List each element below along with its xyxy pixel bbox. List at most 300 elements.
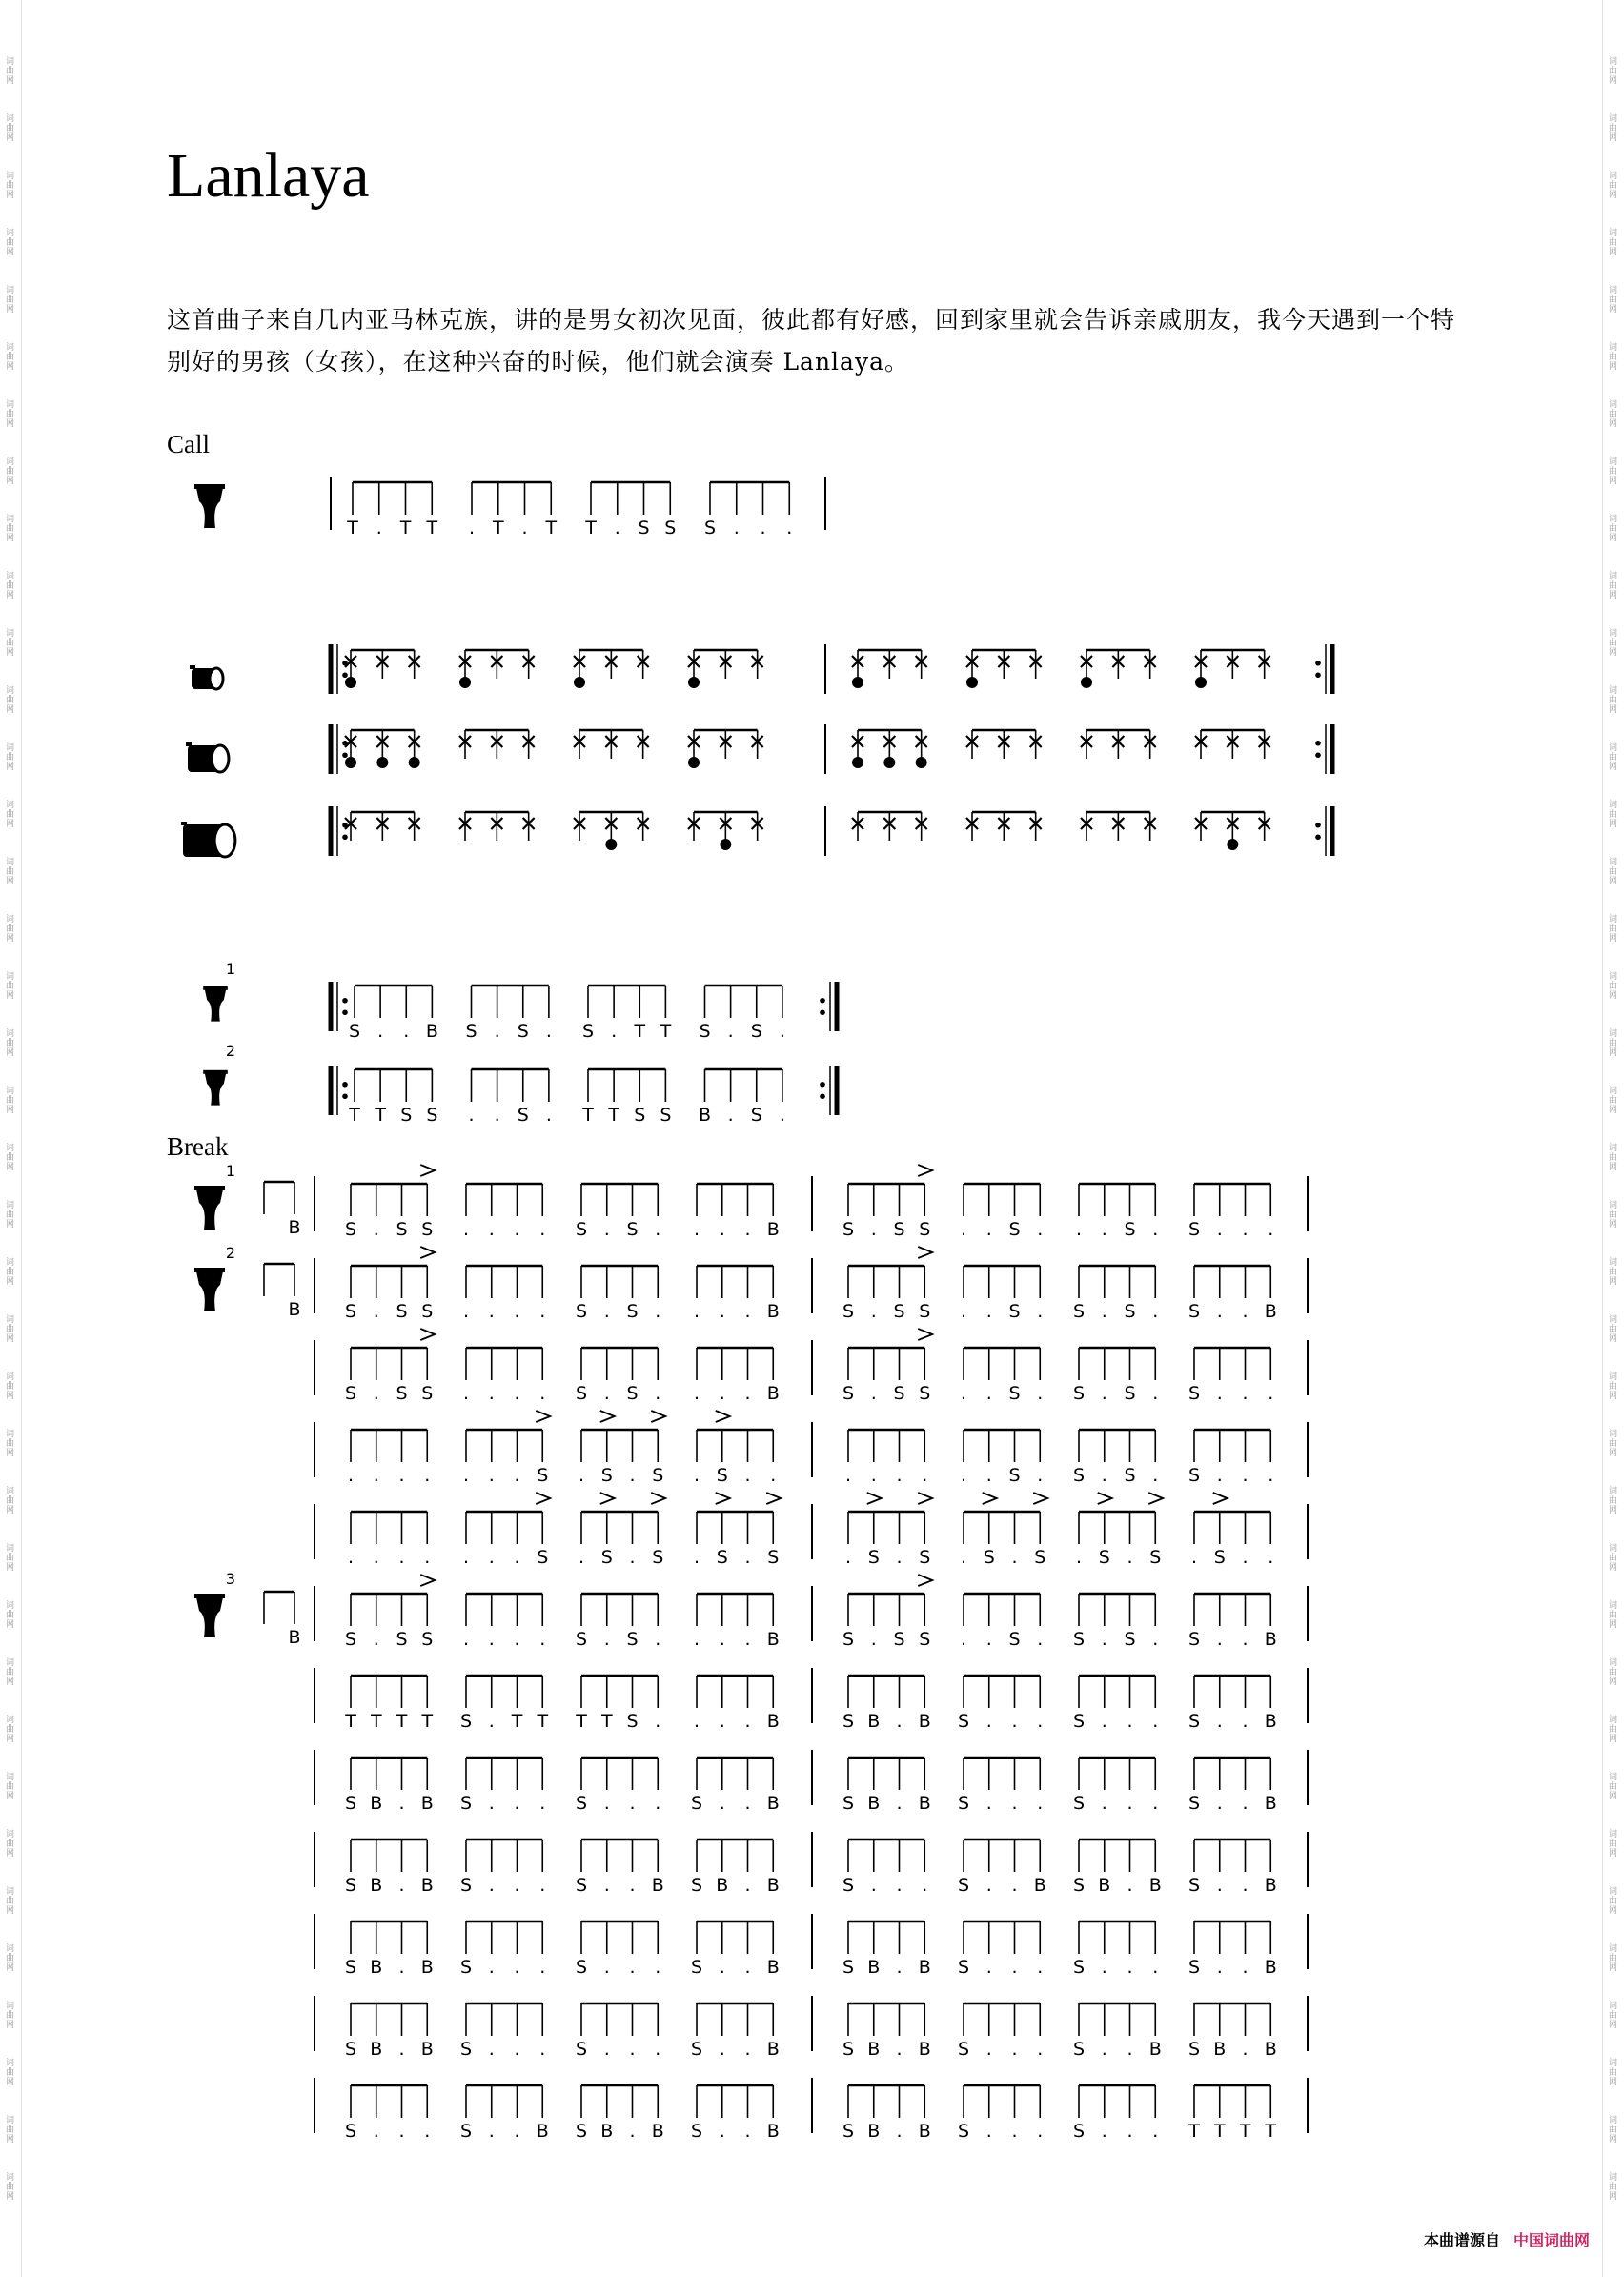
stroke-symbol: S	[1072, 1711, 1086, 1732]
stroke-symbol: .	[398, 1547, 405, 1568]
stroke-symbol: .	[844, 1547, 852, 1568]
stroke-symbol: T	[634, 1021, 646, 1042]
accent-mark	[1148, 1493, 1163, 1504]
drum-stroke	[574, 677, 585, 688]
stroke-symbol: S	[626, 1629, 639, 1650]
watermark-text: 词 曲 网	[6, 1430, 15, 1458]
stroke-symbol: T	[375, 1105, 386, 1126]
watermark-text: 词 曲 网	[6, 972, 15, 1001]
stroke-symbol: .	[398, 1957, 405, 1978]
stroke-symbol: .	[719, 1793, 725, 1814]
djembe-icon	[196, 488, 223, 528]
stroke-symbol: S	[1188, 1711, 1201, 1732]
accent-mark	[918, 1165, 932, 1176]
watermark-text: 词 曲 网	[1609, 1315, 1618, 1344]
stroke-symbol: S	[957, 1875, 970, 1896]
stroke-symbol: .	[347, 1465, 355, 1486]
stroke-symbol: .	[1216, 1711, 1223, 1732]
accent-mark	[918, 1575, 932, 1586]
stroke-symbol: S	[344, 1219, 357, 1240]
stroke-symbol: .	[719, 1629, 725, 1650]
stroke-symbol: .	[514, 2121, 520, 2142]
break-section-label: Break	[167, 1132, 229, 1161]
stroke-symbol: .	[514, 1383, 520, 1404]
stroke-symbol: .	[719, 1383, 725, 1404]
stroke-symbol: .	[603, 1875, 610, 1896]
stroke-symbol: B	[370, 1957, 383, 1978]
part-number: 1	[225, 960, 236, 978]
stroke-symbol: B	[918, 2121, 931, 2142]
stroke-symbol: S	[459, 1793, 473, 1814]
stroke-symbol: T	[345, 1711, 356, 1732]
stroke-symbol: .	[377, 1021, 384, 1042]
stroke-symbol: S	[421, 1383, 434, 1404]
djembe-icon-rim	[194, 1268, 225, 1272]
drum-stroke	[345, 677, 356, 688]
watermark-text: 词 曲 网	[1609, 1887, 1618, 1916]
watermark-text: 词 曲 网	[1609, 1372, 1618, 1401]
stroke-symbol: S	[690, 1957, 703, 1978]
stroke-symbol: .	[655, 1301, 661, 1322]
stroke-symbol: S	[626, 1219, 639, 1240]
stroke-symbol: .	[629, 1957, 636, 1978]
stroke-symbol: S	[634, 1105, 646, 1126]
stroke-symbol: T	[426, 518, 438, 539]
djembe-icon-rim	[194, 1594, 225, 1598]
watermark-text: 词 曲 网	[6, 400, 15, 429]
stroke-symbol: .	[870, 1629, 877, 1650]
stroke-symbol: .	[398, 1793, 405, 1814]
stroke-symbol: B	[420, 1875, 434, 1896]
stroke-symbol: .	[629, 1793, 636, 1814]
watermark-text: 词 曲 网	[1609, 515, 1618, 543]
repeat-dot	[1315, 823, 1321, 828]
stroke-symbol: S	[919, 1383, 931, 1404]
stroke-symbol: .	[1268, 1219, 1274, 1240]
stroke-symbol: S	[344, 1957, 357, 1978]
drum-stroke	[605, 839, 617, 850]
stroke-symbol: S	[1149, 1547, 1162, 1568]
stroke-symbol: .	[488, 1219, 495, 1240]
stroke-symbol: S	[699, 1021, 711, 1042]
stroke-symbol: S	[1072, 2121, 1086, 2142]
stroke-symbol: .	[693, 1547, 700, 1568]
stroke-symbol: B	[1264, 2039, 1277, 2060]
stroke-symbol: .	[603, 1383, 610, 1404]
stroke-symbol: .	[1037, 1383, 1044, 1404]
stroke-symbol: S	[1188, 2039, 1201, 2060]
stroke-symbol: S	[842, 1793, 855, 1814]
stroke-symbol: .	[1127, 1957, 1133, 1978]
drum-stroke	[1227, 839, 1238, 850]
stroke-symbol: .	[578, 1465, 585, 1486]
watermark-text: 词 曲 网	[1609, 915, 1618, 944]
stroke-symbol: S	[600, 1465, 613, 1486]
stroke-symbol: .	[655, 1219, 661, 1240]
stroke-symbol: B	[766, 1629, 780, 1650]
stroke-symbol: .	[960, 1383, 967, 1404]
accent-mark	[600, 1411, 615, 1422]
accent-mark	[600, 1493, 615, 1504]
stroke-symbol: B	[716, 1875, 729, 1896]
stroke-symbol: B	[288, 1627, 301, 1648]
stroke-symbol: .	[488, 2039, 495, 2060]
stroke-symbol: .	[1011, 1957, 1018, 1978]
stroke-symbol: S	[767, 1547, 780, 1568]
stroke-symbol: .	[960, 1547, 967, 1568]
footer-site-link[interactable]: 中国词曲网	[1512, 2231, 1590, 2249]
part-number: 2	[225, 1244, 236, 1262]
stroke-symbol: .	[844, 1465, 852, 1486]
stroke-symbol: .	[1242, 1875, 1248, 1896]
stroke-symbol: .	[960, 1465, 967, 1486]
stroke-symbol: T	[347, 518, 358, 539]
watermark-text: 词 曲 网	[1609, 2116, 1618, 2145]
stroke-symbol: .	[744, 1711, 751, 1732]
stroke-symbol: S	[919, 1219, 931, 1240]
stroke-symbol: .	[488, 1629, 495, 1650]
stroke-symbol: .	[398, 1875, 405, 1896]
stroke-symbol: .	[488, 1547, 495, 1568]
stroke-symbol: B	[766, 1711, 780, 1732]
stroke-symbol: S	[1072, 2039, 1086, 2060]
stroke-symbol: .	[1242, 1219, 1248, 1240]
stroke-symbol: S	[537, 1465, 549, 1486]
stroke-symbol: B	[1148, 2039, 1162, 2060]
watermark-text: 词 曲 网	[1609, 572, 1618, 600]
stroke-symbol: .	[1011, 2039, 1018, 2060]
stroke-symbol: S	[1008, 1629, 1021, 1650]
stroke-symbol: B	[766, 1875, 780, 1896]
stroke-symbol: .	[960, 1219, 967, 1240]
dundunba-icon-head	[214, 824, 235, 857]
stroke-symbol: S	[426, 1105, 438, 1126]
djembe-icon-rim	[194, 484, 225, 489]
watermark-text: 词 曲 网	[6, 2002, 15, 2030]
stroke-symbol: S	[575, 1875, 588, 1896]
stroke-symbol: .	[1242, 1301, 1248, 1322]
stroke-symbol: .	[896, 1957, 903, 1978]
stroke-symbol: S	[344, 1875, 357, 1896]
stroke-symbol: .	[1242, 2039, 1248, 2060]
stroke-symbol: S	[983, 1547, 995, 1568]
stroke-symbol: .	[1152, 1219, 1159, 1240]
drum-stroke	[916, 757, 927, 768]
stroke-symbol: S	[1124, 1383, 1136, 1404]
stroke-symbol: .	[1216, 1629, 1223, 1650]
stroke-symbol: S	[1008, 1219, 1021, 1240]
stroke-symbol: .	[514, 1875, 520, 1896]
stroke-symbol: .	[488, 1711, 495, 1732]
stroke-symbol: .	[1242, 1465, 1248, 1486]
stroke-symbol: B	[918, 1711, 931, 1732]
stroke-symbol: S	[1124, 1629, 1136, 1650]
watermark-text: 词 曲 网	[6, 1258, 15, 1287]
stroke-symbol: .	[896, 1465, 903, 1486]
watermark-text: 词 曲 网	[6, 572, 15, 600]
repeat-dot	[820, 1082, 825, 1088]
stroke-symbol: .	[1101, 1793, 1107, 1814]
repeat-dot	[342, 834, 348, 840]
repeat-dot	[342, 1009, 348, 1015]
source-footer	[1424, 2228, 1590, 2250]
stroke-symbol: .	[733, 518, 740, 539]
watermark-text: 词 曲 网	[6, 915, 15, 944]
stroke-symbol: .	[985, 1465, 992, 1486]
stroke-symbol: B	[766, 1957, 780, 1978]
djembe-icon-rim	[194, 1186, 225, 1190]
stroke-symbol: .	[1242, 1547, 1248, 1568]
stroke-symbol: .	[1268, 1383, 1274, 1404]
repeat-dot	[1315, 834, 1321, 840]
stroke-symbol: .	[1037, 1957, 1044, 1978]
stroke-symbol: B	[867, 2039, 881, 2060]
watermark-text: 词 曲 网	[1609, 1430, 1618, 1458]
stroke-symbol: .	[985, 1793, 992, 1814]
stroke-symbol: .	[1152, 1301, 1159, 1322]
repeat-dot	[1315, 752, 1321, 758]
stroke-symbol: .	[1127, 1875, 1133, 1896]
watermark-text: 词 曲 网	[1609, 1029, 1618, 1058]
stroke-symbol: .	[603, 2039, 610, 2060]
stroke-symbol: .	[985, 1629, 992, 1650]
stroke-symbol: S	[400, 1105, 413, 1126]
stroke-symbol: .	[611, 1021, 618, 1042]
stroke-symbol: B	[1148, 1875, 1162, 1896]
watermark-text: 词 曲 网	[1609, 1544, 1618, 1573]
stroke-symbol: .	[514, 1465, 520, 1486]
stroke-symbol: .	[1075, 1219, 1083, 1240]
stroke-symbol: B	[1264, 1629, 1277, 1650]
part-number: 2	[225, 1042, 236, 1060]
stroke-symbol: B	[370, 1793, 383, 1814]
watermark-text: 词 曲 网	[6, 1029, 15, 1058]
stroke-symbol: .	[468, 1105, 475, 1126]
stroke-symbol: S	[396, 1383, 408, 1404]
watermark-text: 词 曲 网	[6, 1887, 15, 1916]
stroke-symbol: .	[462, 1301, 470, 1322]
stroke-symbol: .	[1101, 1629, 1107, 1650]
stroke-symbol: B	[1098, 1875, 1111, 1896]
drum-stroke	[852, 677, 863, 688]
stroke-symbol: .	[373, 1383, 379, 1404]
stroke-symbol: T	[511, 1711, 523, 1732]
stroke-symbol: .	[545, 1105, 552, 1126]
stroke-symbol: S	[690, 2039, 703, 2060]
stroke-symbol: .	[539, 1957, 546, 1978]
stroke-symbol: B	[867, 1711, 881, 1732]
watermark-text: 词 曲 网	[6, 1544, 15, 1573]
stroke-symbol: .	[462, 1547, 470, 1568]
stroke-symbol: .	[985, 1301, 992, 1322]
stroke-symbol: S	[1124, 1219, 1136, 1240]
stroke-symbol: .	[744, 1383, 751, 1404]
watermark-text: 词 曲 网	[1609, 400, 1618, 429]
stroke-symbol: .	[514, 2039, 520, 2060]
sangban-icon-stick	[186, 742, 192, 746]
stroke-symbol: S	[1188, 1383, 1201, 1404]
stroke-symbol: .	[488, 1383, 495, 1404]
stroke-symbol: S	[459, 1711, 473, 1732]
stroke-symbol: S	[575, 1629, 588, 1650]
stroke-symbol: B	[651, 2121, 664, 2142]
stroke-symbol: .	[1127, 2121, 1133, 2142]
djembe-icon-rim	[203, 986, 228, 990]
watermark-text: 词 曲 网	[6, 57, 15, 86]
stroke-symbol: .	[1152, 2121, 1159, 2142]
stroke-symbol: S	[459, 1875, 473, 1896]
stroke-symbol: B	[600, 2121, 614, 2142]
stroke-symbol: S	[575, 1793, 588, 1814]
stroke-symbol: .	[1011, 1547, 1018, 1568]
stroke-symbol: .	[603, 1957, 610, 1978]
stroke-symbol: .	[1037, 1793, 1044, 1814]
stroke-symbol: T	[537, 1711, 549, 1732]
stroke-symbol: .	[629, 2121, 636, 2142]
stroke-symbol: T	[370, 1711, 382, 1732]
stroke-symbol: .	[1011, 1793, 1018, 1814]
repeat-dot	[342, 752, 348, 758]
stroke-symbol: .	[376, 518, 382, 539]
djembe-icon	[196, 1597, 223, 1637]
stroke-symbol: .	[462, 1219, 470, 1240]
stroke-symbol: .	[1242, 1629, 1248, 1650]
stroke-symbol: .	[744, 1793, 751, 1814]
stroke-symbol: S	[1188, 1875, 1201, 1896]
stroke-symbol: S	[1008, 1383, 1021, 1404]
stroke-symbol: S	[396, 1629, 408, 1650]
stroke-symbol: .	[760, 518, 766, 539]
stroke-symbol: .	[1216, 1465, 1223, 1486]
stroke-symbol: S	[1124, 1465, 1136, 1486]
watermark-text: 词 曲 网	[6, 343, 15, 372]
stroke-symbol: S	[1213, 1547, 1226, 1568]
stroke-symbol: B	[370, 1875, 383, 1896]
stroke-symbol: .	[398, 1465, 405, 1486]
stroke-symbol: S	[842, 1383, 855, 1404]
stroke-symbol: S	[893, 1383, 905, 1404]
stroke-symbol: S	[1008, 1465, 1021, 1486]
watermark-text: 词 曲 网	[6, 2116, 15, 2145]
stroke-symbol: .	[1037, 1629, 1044, 1650]
stroke-symbol: .	[424, 1547, 431, 1568]
stroke-symbol: .	[629, 2039, 636, 2060]
stroke-symbol: .	[578, 1547, 585, 1568]
stroke-symbol: .	[693, 1711, 700, 1732]
stroke-symbol: .	[786, 518, 793, 539]
accent-mark	[918, 1247, 932, 1258]
stroke-symbol: .	[1216, 1219, 1223, 1240]
stroke-symbol: B	[766, 1383, 780, 1404]
watermark-text: 词 曲 网	[6, 1944, 15, 1973]
stroke-symbol: T	[349, 1105, 360, 1126]
stroke-symbol: S	[1188, 1301, 1201, 1322]
stroke-symbol: .	[693, 1629, 700, 1650]
part-number: 3	[225, 1570, 236, 1588]
stroke-symbol: .	[1037, 1219, 1044, 1240]
stroke-symbol: B	[370, 2039, 383, 2060]
stroke-symbol: .	[960, 1629, 967, 1650]
stroke-symbol: S	[1124, 1301, 1136, 1322]
stroke-symbol: S	[750, 1105, 762, 1126]
stroke-symbol: S	[1188, 1793, 1201, 1814]
stroke-symbol: .	[1127, 1711, 1133, 1732]
stroke-symbol: S	[842, 1957, 855, 1978]
stroke-symbol: .	[539, 1629, 546, 1650]
stroke-symbol: .	[603, 1629, 610, 1650]
stroke-symbol: .	[693, 1465, 700, 1486]
accent-mark	[651, 1493, 665, 1504]
stroke-symbol: S	[1008, 1301, 1021, 1322]
stroke-symbol: .	[488, 1793, 495, 1814]
stroke-symbol: S	[1188, 1957, 1201, 1978]
stroke-symbol: S	[690, 1875, 703, 1896]
stroke-symbol: S	[575, 1301, 588, 1322]
stroke-symbol: S	[690, 1793, 703, 1814]
stroke-symbol: .	[514, 1793, 520, 1814]
stroke-symbol: T	[582, 1105, 594, 1126]
repeat-dot	[1315, 672, 1321, 678]
djembe-icon	[205, 1073, 226, 1106]
stroke-symbol: S	[867, 1547, 880, 1568]
accent-mark	[1213, 1493, 1228, 1504]
accent-mark	[867, 1493, 882, 1504]
accent-mark	[420, 1329, 435, 1340]
repeat-dot	[1315, 661, 1321, 666]
watermark-text: 词 曲 网	[6, 515, 15, 543]
stroke-symbol: S	[716, 1547, 728, 1568]
watermark-text: 词 曲 网	[6, 743, 15, 772]
stroke-symbol: S	[517, 1021, 529, 1042]
watermark-text: 词 曲 网	[1609, 286, 1618, 315]
watermark-text: 词 曲 网	[1609, 2059, 1618, 2087]
stroke-symbol: .	[424, 1465, 431, 1486]
watermark-text: 词 曲 网	[6, 2173, 15, 2202]
stroke-symbol: .	[896, 2121, 903, 2142]
stroke-symbol: B	[1264, 1711, 1277, 1732]
stroke-symbol: .	[1242, 1711, 1248, 1732]
repeat-dot	[342, 1093, 348, 1099]
watermark-text: 词 曲 网	[6, 1201, 15, 1230]
stroke-symbol: .	[398, 2121, 405, 2142]
stroke-symbol: B	[766, 2121, 780, 2142]
repeat-dot	[820, 1093, 825, 1099]
stroke-symbol: .	[488, 1465, 495, 1486]
drum-stroke	[688, 677, 700, 688]
stroke-symbol: S	[1072, 1629, 1086, 1650]
stroke-symbol: T	[576, 1711, 587, 1732]
stroke-symbol: .	[488, 2121, 495, 2142]
stroke-symbol: T	[1213, 2121, 1226, 2142]
stroke-symbol: .	[1101, 2039, 1107, 2060]
stroke-symbol: .	[539, 1219, 546, 1240]
stroke-symbol: B	[918, 1793, 931, 1814]
watermark-text: 词 曲 网	[1609, 1944, 1618, 1973]
stroke-symbol: .	[514, 1547, 520, 1568]
stroke-symbol: S	[842, 1875, 855, 1896]
stroke-symbol: .	[539, 1793, 546, 1814]
stroke-symbol: .	[870, 1465, 877, 1486]
stroke-symbol: .	[693, 1301, 700, 1322]
stroke-symbol: .	[896, 1711, 903, 1732]
accent-mark	[651, 1411, 665, 1422]
stroke-symbol: S	[1098, 1547, 1110, 1568]
stroke-symbol: B	[918, 1957, 931, 1978]
stroke-symbol: .	[655, 2039, 661, 2060]
drum-stroke	[883, 757, 895, 768]
accent-mark	[766, 1493, 781, 1504]
stroke-symbol: .	[603, 1793, 610, 1814]
